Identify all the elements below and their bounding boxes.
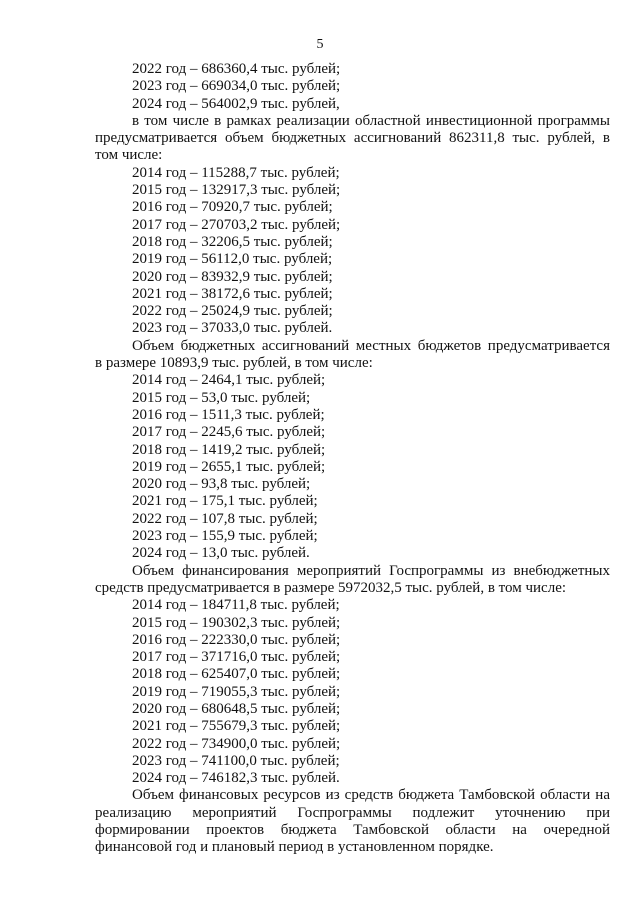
list-item: 2015 год – 53,0 тыс. рублей;	[132, 389, 311, 406]
list-item: 2018 год – 625407,0 тыс. рублей;	[132, 666, 341, 683]
list-item: 2016 год – 1511,3 тыс. рублей;	[132, 406, 325, 423]
paragraph-line: финансовой год и плановый период в установленном порядке.	[95, 839, 494, 856]
list-item: 2023 год – 37033,0 тыс. рублей.	[132, 320, 333, 337]
list-item: 2018 год – 32206,5 тыс. рублей;	[132, 233, 333, 250]
list-item: 2017 год – 270703,2 тыс. рублей;	[132, 216, 341, 233]
paragraph-line: том числе:	[95, 147, 163, 164]
list-item: 2021 год – 175,1 тыс. рублей;	[132, 493, 318, 510]
paragraph-line: Объем финансовых ресурсов из средств бюджета Тамбовской области на	[132, 787, 610, 804]
document-body	[95, 61, 610, 857]
list-item: 2017 год – 2245,6 тыс. рублей;	[132, 424, 326, 441]
list-item: 2014 год – 2464,1 тыс. рублей;	[132, 372, 326, 389]
list-item: 2022 год – 25024,9 тыс. рублей;	[132, 303, 333, 320]
list-item: 2023 год – 741100,0 тыс. рублей;	[132, 752, 340, 769]
funding-list-2022-2024	[95, 61, 610, 113]
list-item: 2014 год – 115288,7 тыс. рублей;	[132, 164, 340, 181]
paragraph-line: Объем финансирования мероприятий Госпрограммы из внебюджетных	[132, 562, 610, 579]
paragraph-investment-program	[95, 113, 610, 165]
paragraph-extrabudgetary	[95, 563, 610, 598]
list-item: 2015 год – 190302,3 тыс. рублей;	[132, 614, 341, 631]
list-item: 2014 год – 184711,8 тыс. рублей;	[132, 597, 340, 614]
list-item: 2019 год – 2655,1 тыс. рублей;	[132, 458, 326, 475]
list-item: 2020 год – 93,8 тыс. рублей;	[132, 476, 311, 493]
paragraph-line: в размере 10893,9 тыс. рублей, в том числе:	[95, 355, 373, 372]
paragraph-line: в том числе в рамках реализации областной инвестиционной программы	[132, 112, 610, 129]
list-item: 2022 год – 734900,0 тыс. рублей;	[132, 735, 341, 752]
list-item: 2021 год – 38172,6 тыс. рублей;	[132, 285, 333, 302]
list-item: 2017 год – 371716,0 тыс. рублей;	[132, 649, 341, 666]
list-item: 2018 год – 1419,2 тыс. рублей;	[132, 441, 326, 458]
list-item: 2019 год – 56112,0 тыс. рублей;	[132, 251, 333, 268]
paragraph-line: средств предусматривается в размере 5972032,5 тыс. рублей, в том числе:	[95, 579, 567, 596]
list-item: 2021 год – 755679,3 тыс. рублей;	[132, 718, 341, 735]
list-item: 2016 год – 70920,7 тыс. рублей;	[132, 199, 333, 216]
list-item: 2023 год – 155,9 тыс. рублей;	[132, 528, 318, 545]
paragraph-line: формировании проектов бюджета Тамбовской области на очередной	[95, 822, 610, 839]
list-item: 2024 год – 564002,9 тыс. рублей,	[132, 95, 340, 112]
list-item: 2024 год – 746182,3 тыс. рублей.	[132, 770, 340, 787]
paragraph-final	[95, 787, 610, 856]
list-item: 2024 год – 13,0 тыс. рублей.	[132, 545, 310, 562]
list-item: 2020 год – 680648,5 тыс. рублей;	[132, 700, 341, 717]
page-number: 5	[316, 37, 324, 52]
list-item: 2016 год – 222330,0 тыс. рублей;	[132, 631, 341, 648]
list-item: 2023 год – 669034,0 тыс. рублей;	[132, 78, 341, 95]
investment-program-list	[95, 165, 610, 338]
list-item: 2020 год – 83932,9 тыс. рублей;	[132, 268, 333, 285]
paragraph-line: реализацию мероприятий Госпрограммы подлежит уточнению при	[95, 804, 610, 821]
paragraph-line: предусматривается объем бюджетных ассигнований 862311,8 тыс. рублей, в	[95, 130, 610, 147]
list-item: 2019 год – 719055,3 тыс. рублей;	[132, 683, 341, 700]
list-item: 2015 год – 132917,3 тыс. рублей;	[132, 182, 341, 199]
paragraph-local-budgets	[95, 338, 610, 373]
list-item: 2022 год – 686360,4 тыс. рублей;	[132, 61, 341, 77]
extrabudgetary-list	[95, 597, 610, 787]
local-budgets-list	[95, 372, 610, 562]
paragraph-line: Объем бюджетных ассигнований местных бюджетов предусматривается	[132, 337, 610, 354]
list-item: 2022 год – 107,8 тыс. рублей;	[132, 510, 318, 527]
